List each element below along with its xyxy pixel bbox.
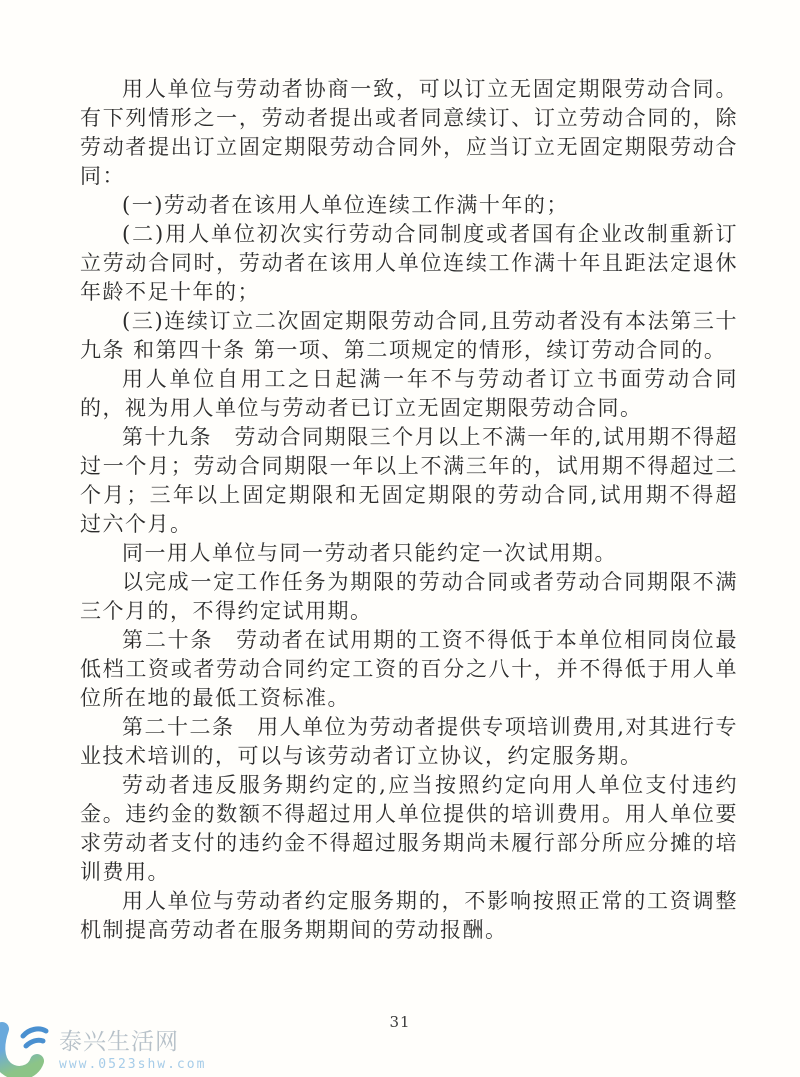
document-text [80,75,738,945]
paragraph: 第二十二条 用人单位为劳动者提供专项培训费用,对其进行专业技术培训的，可以与该劳动者订立协议，约定服务期。 [80,715,738,768]
watermark-text-block [59,1013,206,1072]
paragraph: 劳动者违反服务期约定的,应当按照约定向用人单位支付违约金。违约金的数额不得超过用人单位提供的培训费用。用人单位要求劳动者支付的违约金不得超过服务期尚未履行部分所应分摊的培训费用。 [80,773,738,884]
paragraph: 以完成一定工作任务为期限的劳动合同或者劳动合同期限不满三个月的，不得约定试用期。 [80,570,738,623]
paragraph: 第二十条 劳动者在试用期的工资不得低于本单位相同岗位最低档工资或者劳动合同约定工资的百分之八十，并不得低于用人单位所在地的最低工资标准。 [80,628,738,710]
paragraph: 用人单位与劳动者协商一致，可以订立无固定期限劳动合同。有下列情形之一，劳动者提出或者同意续订、订立劳动合同的，除劳动者提出订立固定期限劳动合同外，应当订立无固定期限劳动合同： [80,77,738,188]
watermark-site-url: www.0523shw.com [59,1057,207,1072]
paragraph: (一)劳动者在该用人单位连续工作满十年的； [122,193,569,217]
paragraph: 用人单位与劳动者约定服务期的，不影响按照正常的工资调整机制提高劳动者在服务期期间的劳动报酬。 [80,889,738,942]
site-watermark [0,1013,206,1077]
paragraph: 用人单位自用工之日起满一年不与劳动者订立书面劳动合同的，视为用人单位与劳动者已订立无固定期限劳动合同。 [80,367,738,420]
paragraph: 第十九条 劳动合同期限三个月以上不满一年的,试用期不得超过一个月；劳动合同期限一年以上不满三年的，试用期不得超过二个月；三年以上固定期限和无固定期限的劳动合同,试用期不得超过六个月。 [80,425,738,536]
paragraph: (三)连续订立二次固定期限劳动合同,且劳动者没有本法第三十九条 和第四十条 第一项、第二项规定的情形，续订劳动合同的。 [80,309,738,362]
watermark-site-name: 泰兴生活网 [59,1029,179,1055]
site-logo-icon [0,1013,57,1077]
paragraph: 同一用人单位与同一劳动者只能约定一次试用期。 [122,541,617,565]
page-number: 31 [389,1013,411,1031]
paragraph: (二)用人单位初次实行劳动合同制度或者国有企业改制重新订立劳动合同时，劳动者在该用人单位连续工作满十年且距法定退休年龄不足十年的； [80,222,738,304]
